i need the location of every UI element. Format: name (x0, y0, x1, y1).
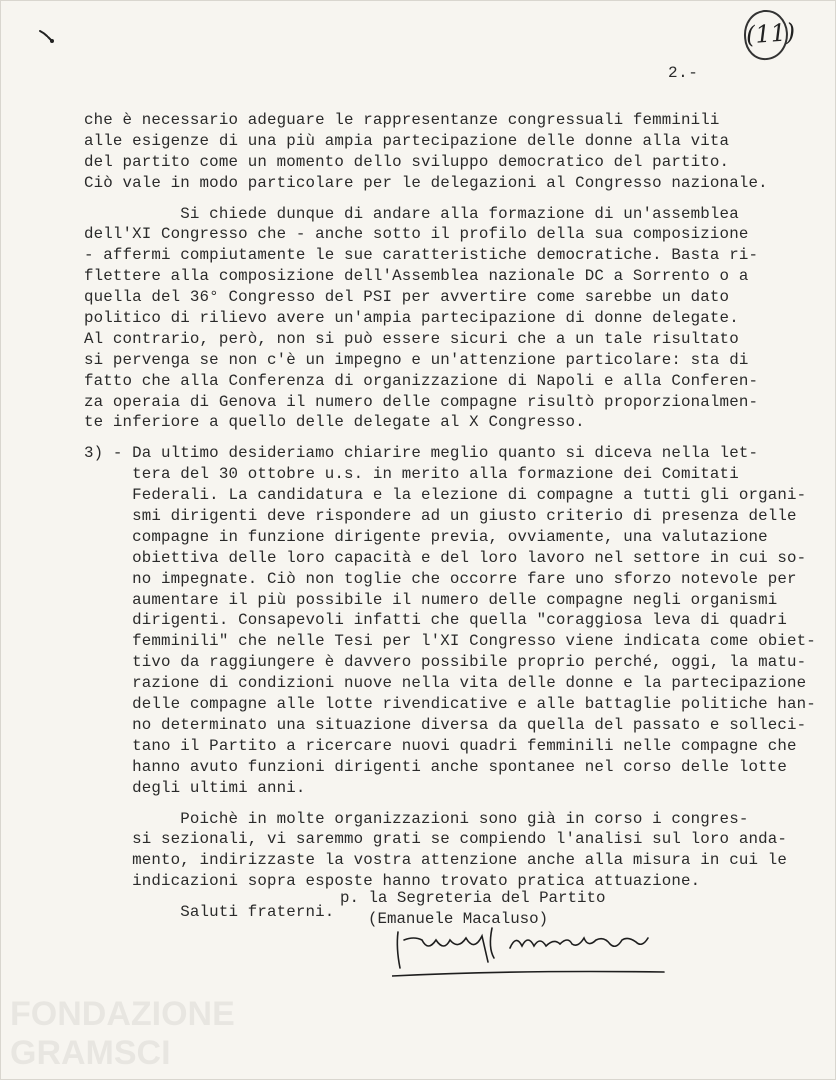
text-line: aumentare il più possibile il numero delle compagne negli organismi (84, 590, 778, 609)
text-line: tera del 30 ottobre u.s. in merito alla formazione dei Comitati (84, 465, 739, 484)
text-line: indicazioni sopra esposte hanno trovato pratica attuazione. (84, 872, 701, 891)
text-line: che è necessario adeguare le rappresentanze congressuali femminili (84, 111, 720, 129)
text-line: no impegnate. Ciò non toglie che occorre fare uno sforzo notevole per (84, 569, 797, 588)
paragraph-2 (84, 204, 804, 434)
handwritten-signature (392, 918, 672, 980)
text-line: flettere alla composizione dell'Assemblea nazionale DC a Sorrento o a (84, 267, 749, 286)
signatory-name: (Emanuele Macaluso) (368, 909, 549, 928)
text-line: compagne in funzione dirigente previa, ovviamente, una valutazione (84, 527, 768, 546)
text-line: razione di condizioni nuove nella vita delle donne e la partecipazione (84, 674, 807, 693)
archive-watermark (10, 995, 240, 1075)
text-line: fatto che alla Conferenza di organizzazione di Napoli e alla Conferen- (84, 371, 759, 390)
watermark-text: FONDAZIONE GRAMSCI (10, 995, 235, 1072)
text-line: Al contrario, però, non si può essere sicuri che a un tale risultato (84, 329, 739, 348)
text-line: delle compagne alle lotte rivendicative e alle battaglie politiche han- (84, 695, 816, 714)
text-line: mento, indirizzaste la vostra attenzione anche alla misura in cui le (84, 851, 787, 870)
text-line: dirigenti. Consapevoli infatti che quella "coraggiosa leva di quadri (84, 611, 787, 630)
paragraph-1 (84, 110, 804, 194)
text-line: Si chiede dunque di andare alla formazione di un'assemblea (84, 204, 739, 223)
text-line: quella del 36° Congresso del PSI per avvertire come sarebbe un dato (84, 288, 730, 307)
text-line: degli ultimi anni. (84, 778, 306, 797)
signatory-line: p. la Segreteria del Partito (340, 889, 606, 907)
text-line: del partito come un momento dello sviluppo democratico del partito. (84, 152, 730, 171)
text-line: obiettiva delle loro capacità e del loro lavoro nel settore in cui so- (84, 548, 807, 567)
text-line: Poichè in molte organizzazioni sono già in corso i congres- (84, 809, 749, 828)
letter-body (84, 110, 816, 923)
text-line: no determinato una situazione diversa da quella del passato e solleci- (84, 715, 807, 734)
text-line: tivo da raggiungere è davvero possibile proprio perché, oggi, la matu- (84, 653, 807, 672)
ink-mark (38, 28, 56, 44)
paragraph-3 (84, 443, 816, 798)
text-line: si pervenga se non c'è un impegno e un'attenzione particolare: sta di (84, 350, 749, 369)
archive-number: (11) (742, 9, 789, 62)
text-line: smi dirigenti deve rispondere ad un giusto criterio di presenza delle (84, 507, 797, 526)
text-line: hanno avuto funzioni dirigenti anche spontanee nel corso delle lotte (84, 757, 787, 776)
page-number: 2.- (668, 64, 699, 82)
text-line: politico di rilievo avere un'ampia partecipazione di donne delegate. (84, 309, 739, 328)
text-line: za operaia di Genova il numero delle compagne risultò proporzionalmen- (84, 392, 759, 411)
text-line: si sezionali, vi saremmo grati se compiendo l'analisi sul loro anda- (84, 830, 787, 849)
text-line: femminili" che nelle Tesi per l'XI Congresso viene indicata come obiet- (84, 632, 816, 651)
text-line: Federali. La candidatura e la elezione di compagne a tutti gli organi- (84, 486, 807, 505)
text-line: te inferiore a quello delle delegate al X Congresso. (84, 413, 585, 432)
text-line: Ciò vale in modo particolare per le delegazioni al Congresso nazionale. (84, 173, 768, 192)
text-line: Saluti fraterni. (84, 903, 335, 922)
text-line: tano il Partito a ricercare nuovi quadri femminili nelle compagne che (84, 736, 797, 755)
text-line: alle esigenze di una più ampia partecipazione delle donne alla vita (84, 131, 730, 150)
text-line: 3) - Da ultimo desideriamo chiarire meglio quanto si diceva nella let- (84, 444, 759, 463)
text-line: dell'XI Congresso che - anche sotto il profilo della sua composizione (84, 225, 749, 244)
text-line: - affermi compiutamente le sue caratteristiche democratiche. Basta ri- (84, 246, 759, 265)
paragraph-4 (84, 809, 804, 893)
